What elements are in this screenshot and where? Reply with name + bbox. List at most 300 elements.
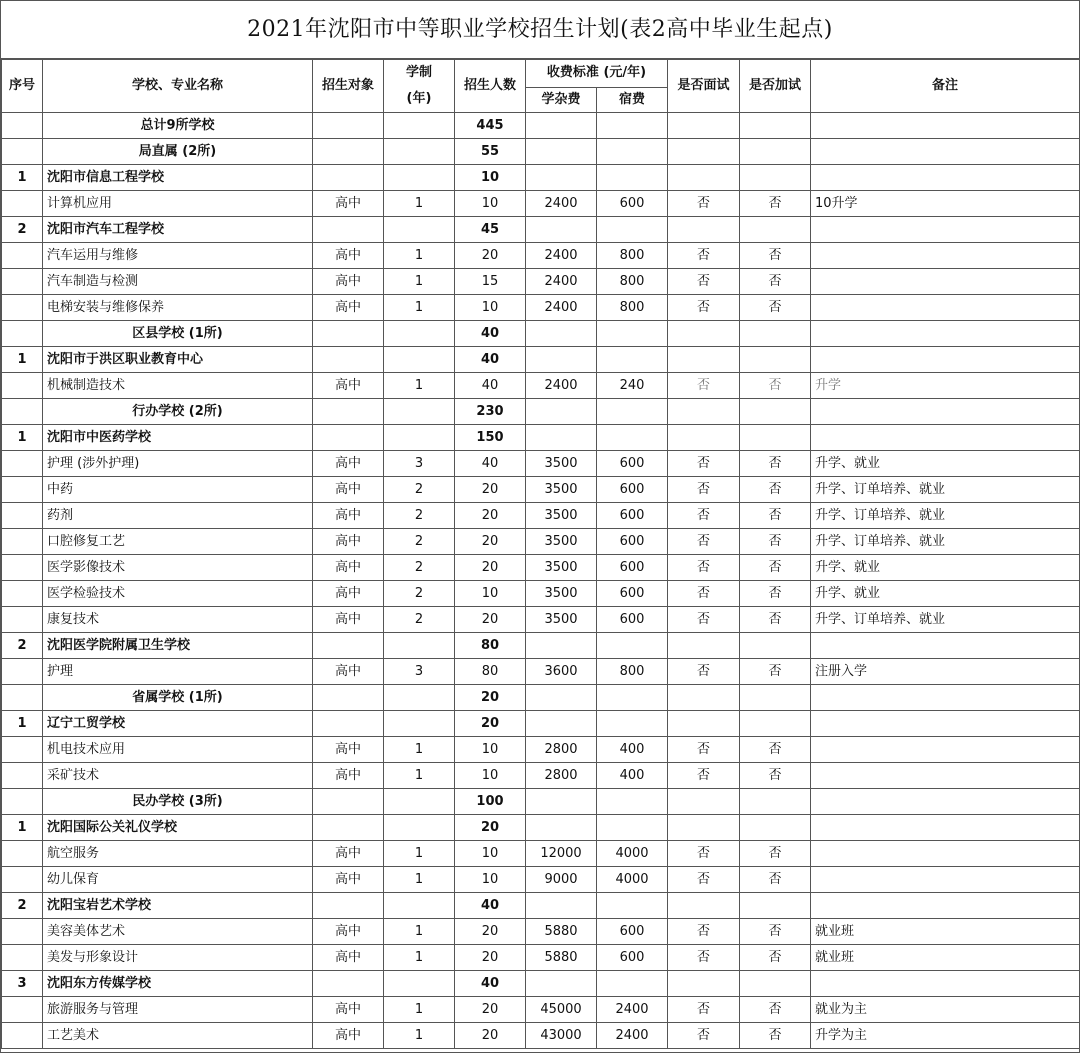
cell-extra-test: 否 [740,919,811,945]
cell-count: 10 [455,867,526,893]
cell-extra-test: 否 [740,373,811,399]
cell-interview: 否 [668,295,740,321]
cell-name: 工艺美术 [43,1023,313,1049]
cell-seq [2,659,43,685]
cell-remark [811,399,1080,425]
cell-target [313,971,384,997]
cell-target: 高中 [313,529,384,555]
cell-target: 高中 [313,607,384,633]
cell-name: 沈阳东方传媒学校 [43,971,313,997]
cell-lodging [597,113,668,139]
cell-count: 40 [455,893,526,919]
cell-remark [811,867,1080,893]
cell-target: 高中 [313,477,384,503]
cell-interview: 否 [668,477,740,503]
cell-interview: 否 [668,581,740,607]
cell-name: 口腔修复工艺 [43,529,313,555]
table-row [2,269,1080,295]
cell-extra-test [740,139,811,165]
cell-count: 10 [455,841,526,867]
cell-target [313,347,384,373]
cell-remark [811,633,1080,659]
cell-interview: 否 [668,867,740,893]
cell-name: 沈阳医学院附属卫生学校 [43,633,313,659]
cell-years: 1 [384,737,455,763]
cell-count: 40 [455,451,526,477]
cell-lodging [597,347,668,373]
cell-name: 民办学校 (3所) [43,789,313,815]
cell-count: 20 [455,555,526,581]
cell-lodging: 600 [597,191,668,217]
cell-seq [2,373,43,399]
cell-extra-test: 否 [740,581,811,607]
cell-interview: 否 [668,269,740,295]
cell-target [313,685,384,711]
cell-target: 高中 [313,269,384,295]
header-duration [384,60,455,113]
cell-target [313,815,384,841]
cell-seq [2,581,43,607]
table-row [2,607,1080,633]
cell-target [313,321,384,347]
cell-tuition: 3500 [526,477,597,503]
cell-target: 高中 [313,867,384,893]
cell-tuition: 43000 [526,1023,597,1049]
cell-interview [668,711,740,737]
cell-lodging: 240 [597,373,668,399]
cell-target: 高中 [313,295,384,321]
cell-seq: 2 [2,893,43,919]
table-row [2,789,1080,815]
cell-years: 1 [384,763,455,789]
cell-name: 幼儿保育 [43,867,313,893]
cell-target: 高中 [313,737,384,763]
cell-tuition [526,217,597,243]
table-row [2,165,1080,191]
table-row [2,581,1080,607]
cell-count: 20 [455,711,526,737]
header-interview: 是否面试 [668,60,740,113]
cell-extra-test [740,711,811,737]
table-row [2,503,1080,529]
cell-extra-test [740,789,811,815]
cell-name: 总计9所学校 [43,113,313,139]
cell-years [384,139,455,165]
cell-lodging: 600 [597,607,668,633]
cell-years [384,425,455,451]
cell-remark: 注册入学 [811,659,1080,685]
cell-interview: 否 [668,191,740,217]
cell-lodging: 600 [597,919,668,945]
cell-interview: 否 [668,919,740,945]
table-row [2,555,1080,581]
table-row [2,633,1080,659]
table-row [2,919,1080,945]
cell-remark [811,269,1080,295]
cell-remark: 就业为主 [811,997,1080,1023]
cell-remark [811,113,1080,139]
cell-name: 局直属 (2所) [43,139,313,165]
table-row [2,841,1080,867]
header-duration-line1: 学制 [405,65,432,80]
cell-name: 中药 [43,477,313,503]
cell-seq: 2 [2,217,43,243]
table-row [2,191,1080,217]
cell-tuition [526,789,597,815]
cell-extra-test: 否 [740,295,811,321]
cell-lodging: 600 [597,503,668,529]
table-row [2,945,1080,971]
table-row [2,113,1080,139]
cell-years: 2 [384,581,455,607]
cell-remark [811,789,1080,815]
cell-name: 美容美体艺术 [43,919,313,945]
cell-seq: 1 [2,165,43,191]
cell-tuition: 2800 [526,763,597,789]
cell-target: 高中 [313,1023,384,1049]
cell-remark: 就业班 [811,945,1080,971]
cell-lodging [597,217,668,243]
cell-remark [811,685,1080,711]
header-lodging: 宿费 [597,87,668,112]
table-body [2,113,1080,1049]
cell-tuition: 12000 [526,841,597,867]
cell-tuition [526,685,597,711]
cell-seq [2,321,43,347]
cell-interview: 否 [668,555,740,581]
cell-lodging: 800 [597,269,668,295]
cell-target: 高中 [313,503,384,529]
cell-count: 20 [455,607,526,633]
cell-extra-test: 否 [740,191,811,217]
cell-seq: 1 [2,711,43,737]
table-row [2,685,1080,711]
page-title: 2021年沈阳市中等职业学校招生计划(表2高中毕业生起点) [1,1,1079,59]
cell-remark: 升学 [811,373,1080,399]
cell-years: 1 [384,867,455,893]
header-duration-line2: (年) [406,91,432,106]
cell-count: 20 [455,1023,526,1049]
cell-lodging: 600 [597,581,668,607]
table-row [2,321,1080,347]
cell-name: 汽车运用与维修 [43,243,313,269]
cell-remark [811,971,1080,997]
cell-seq [2,529,43,555]
cell-extra-test: 否 [740,555,811,581]
cell-lodging [597,711,668,737]
cell-extra-test [740,165,811,191]
table-row [2,399,1080,425]
cell-count: 20 [455,997,526,1023]
cell-lodging: 600 [597,477,668,503]
cell-extra-test: 否 [740,763,811,789]
cell-seq [2,841,43,867]
cell-remark [811,893,1080,919]
cell-seq [2,451,43,477]
cell-name: 机械制造技术 [43,373,313,399]
cell-name: 沈阳宝岩艺术学校 [43,893,313,919]
cell-seq [2,919,43,945]
cell-count: 40 [455,321,526,347]
cell-remark: 就业班 [811,919,1080,945]
cell-years: 2 [384,555,455,581]
cell-target [313,789,384,815]
cell-count: 20 [455,477,526,503]
cell-tuition: 3500 [526,581,597,607]
cell-target [313,893,384,919]
cell-extra-test [740,685,811,711]
cell-years [384,971,455,997]
cell-interview: 否 [668,763,740,789]
cell-extra-test: 否 [740,477,811,503]
cell-remark: 升学、订单培养、就业 [811,503,1080,529]
cell-count: 80 [455,659,526,685]
cell-seq [2,789,43,815]
cell-years: 2 [384,503,455,529]
table-row [2,347,1080,373]
table-row [2,477,1080,503]
cell-remark: 升学、就业 [811,451,1080,477]
cell-seq [2,607,43,633]
cell-years: 1 [384,945,455,971]
cell-target: 高中 [313,841,384,867]
cell-lodging: 800 [597,659,668,685]
header-remark: 备注 [811,60,1080,113]
cell-years [384,347,455,373]
cell-interview [668,893,740,919]
cell-lodging: 600 [597,451,668,477]
cell-count: 40 [455,373,526,399]
cell-count: 80 [455,633,526,659]
cell-remark [811,815,1080,841]
table-row [2,711,1080,737]
cell-lodging: 400 [597,763,668,789]
cell-lodging: 800 [597,295,668,321]
cell-tuition: 2400 [526,191,597,217]
cell-extra-test: 否 [740,269,811,295]
cell-target: 高中 [313,581,384,607]
cell-target: 高中 [313,763,384,789]
cell-lodging [597,633,668,659]
cell-name: 沈阳国际公关礼仪学校 [43,815,313,841]
cell-interview [668,425,740,451]
cell-name: 辽宁工贸学校 [43,711,313,737]
cell-tuition: 5880 [526,919,597,945]
cell-remark [811,711,1080,737]
cell-lodging [597,971,668,997]
cell-interview [668,789,740,815]
cell-seq: 1 [2,815,43,841]
cell-name: 护理 (涉外护理) [43,451,313,477]
table-row [2,867,1080,893]
cell-target: 高中 [313,997,384,1023]
cell-lodging: 600 [597,945,668,971]
cell-lodging [597,815,668,841]
cell-tuition [526,113,597,139]
cell-remark [811,841,1080,867]
cell-lodging: 2400 [597,1023,668,1049]
cell-extra-test [740,633,811,659]
cell-extra-test: 否 [740,997,811,1023]
cell-count: 45 [455,217,526,243]
cell-tuition: 45000 [526,997,597,1023]
cell-years: 1 [384,243,455,269]
cell-seq [2,295,43,321]
cell-seq [2,763,43,789]
cell-interview: 否 [668,607,740,633]
cell-years: 1 [384,1023,455,1049]
table-row [2,893,1080,919]
cell-tuition: 3500 [526,555,597,581]
cell-name: 旅游服务与管理 [43,997,313,1023]
cell-name: 区县学校 (1所) [43,321,313,347]
cell-remark: 升学、订单培养、就业 [811,607,1080,633]
cell-years [384,113,455,139]
cell-tuition: 2400 [526,269,597,295]
cell-extra-test: 否 [740,451,811,477]
cell-tuition [526,165,597,191]
cell-tuition [526,399,597,425]
cell-seq [2,269,43,295]
cell-seq [2,1023,43,1049]
cell-name: 行办学校 (2所) [43,399,313,425]
cell-name: 医学影像技术 [43,555,313,581]
table-row [2,659,1080,685]
cell-target: 高中 [313,555,384,581]
cell-target [313,113,384,139]
cell-remark [811,165,1080,191]
cell-seq [2,555,43,581]
cell-years [384,789,455,815]
cell-remark: 升学、订单培养、就业 [811,529,1080,555]
cell-lodging: 600 [597,555,668,581]
header-count: 招生人数 [455,60,526,113]
cell-years [384,633,455,659]
cell-interview [668,971,740,997]
cell-name: 航空服务 [43,841,313,867]
cell-name: 沈阳市信息工程学校 [43,165,313,191]
cell-target [313,399,384,425]
cell-remark [811,763,1080,789]
cell-lodging [597,893,668,919]
table-row [2,1023,1080,1049]
cell-name: 美发与形象设计 [43,945,313,971]
cell-years [384,711,455,737]
cell-tuition [526,815,597,841]
cell-seq: 1 [2,347,43,373]
cell-remark: 升学、就业 [811,555,1080,581]
cell-interview: 否 [668,659,740,685]
cell-seq: 3 [2,971,43,997]
cell-extra-test: 否 [740,841,811,867]
cell-name: 药剂 [43,503,313,529]
cell-interview: 否 [668,373,740,399]
cell-interview [668,165,740,191]
cell-count: 20 [455,815,526,841]
cell-interview [668,815,740,841]
enrollment-table [1,59,1080,1049]
table-row [2,451,1080,477]
cell-remark [811,217,1080,243]
cell-years: 1 [384,919,455,945]
cell-extra-test [740,893,811,919]
cell-name: 沈阳市中医药学校 [43,425,313,451]
cell-remark [811,295,1080,321]
cell-tuition: 3500 [526,503,597,529]
cell-target: 高中 [313,945,384,971]
cell-lodging: 800 [597,243,668,269]
table-row [2,243,1080,269]
cell-years [384,893,455,919]
cell-interview: 否 [668,503,740,529]
cell-tuition [526,711,597,737]
cell-seq [2,867,43,893]
cell-lodging [597,399,668,425]
cell-count: 230 [455,399,526,425]
cell-remark [811,737,1080,763]
cell-lodging: 4000 [597,867,668,893]
cell-seq: 1 [2,425,43,451]
cell-tuition: 2400 [526,373,597,399]
cell-remark [811,243,1080,269]
cell-extra-test: 否 [740,945,811,971]
cell-tuition: 3500 [526,451,597,477]
cell-lodging: 600 [597,529,668,555]
table-row [2,997,1080,1023]
cell-interview [668,633,740,659]
cell-tuition [526,633,597,659]
cell-seq [2,685,43,711]
cell-name: 康复技术 [43,607,313,633]
table-row [2,217,1080,243]
cell-lodging: 4000 [597,841,668,867]
cell-years [384,399,455,425]
cell-name: 机电技术应用 [43,737,313,763]
cell-count: 20 [455,685,526,711]
cell-remark [811,347,1080,373]
cell-years: 2 [384,529,455,555]
cell-interview: 否 [668,451,740,477]
cell-count: 20 [455,945,526,971]
cell-remark: 10升学 [811,191,1080,217]
cell-count: 10 [455,737,526,763]
cell-interview: 否 [668,1023,740,1049]
cell-target: 高中 [313,451,384,477]
cell-seq [2,243,43,269]
cell-seq [2,737,43,763]
cell-interview: 否 [668,243,740,269]
cell-years [384,217,455,243]
cell-seq [2,399,43,425]
cell-lodging [597,789,668,815]
cell-years: 1 [384,191,455,217]
cell-count: 40 [455,971,526,997]
cell-name: 计算机应用 [43,191,313,217]
cell-target [313,633,384,659]
cell-extra-test [740,217,811,243]
cell-seq [2,139,43,165]
header-fee-group: 收费标准 (元/年) [526,60,668,88]
cell-extra-test: 否 [740,243,811,269]
cell-extra-test: 否 [740,529,811,555]
cell-years [384,165,455,191]
header-seq: 序号 [2,60,43,113]
cell-extra-test: 否 [740,737,811,763]
cell-remark [811,321,1080,347]
cell-tuition: 2400 [526,295,597,321]
cell-seq [2,997,43,1023]
cell-remark: 升学、订单培养、就业 [811,477,1080,503]
